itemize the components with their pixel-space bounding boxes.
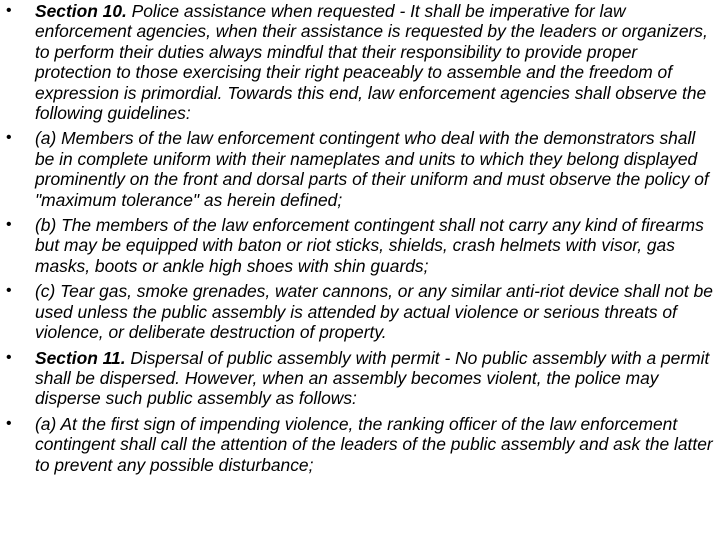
item-text: (a) Members of the law enforcement contingent who deal with the demonstrators shall be in complete uniform with their nameplates and units to which they belong displayed prominently on the front and dorsal parts of their uniform and must observe the policy of "maximum tolerance" as herein defined; (35, 128, 709, 210)
section-heading: Section 10. (35, 1, 127, 21)
list-item (6, 281, 714, 342)
bullet-marker: • (6, 2, 12, 19)
item-text: Dispersal of public assembly with permit - No public assembly with a permit shall be dispersed. However, when an assembly becomes violent, the police may disperse such public assembly as follows: (35, 347, 710, 409)
item-text: (c) Tear gas, smoke grenades, water cannons, or any similar anti-riot device shall not be used unless the public assembly is attended by actual violence or serious threats of violence, or deliberate destruction of property. (35, 281, 713, 343)
list-item (6, 414, 714, 475)
list-item (6, 1, 714, 123)
bullet-marker: • (6, 216, 12, 234)
bullet-marker: • (6, 414, 12, 432)
bullet-marker: • (6, 282, 12, 300)
bullet-marker: • (6, 348, 12, 366)
list-item (6, 348, 714, 409)
list-item (6, 215, 714, 276)
section-heading: Section 11. (35, 347, 126, 368)
item-text: Police assistance when requested - It shall be imperative for law enforcement agencies, when their assistance is requested by the leaders or organizers, to perform their duties always mindful that their responsibility to provide proper protection to those exercising their right peaceably to assemble and the freedom of expression is primordial. Towards this end, law enforcement agencies shall observe the following guidelines: (35, 1, 708, 124)
bullet-list (6, 1, 714, 480)
bullet-marker: • (6, 129, 12, 147)
item-text: (a) At the first sign of impending violence, the ranking officer of the law enforcement contingent shall call the attention of the leaders of the public assembly and ask the latter to prevent any possible disturbance; (35, 413, 713, 475)
list-item (6, 128, 714, 210)
item-text: (b) The members of the law enforcement contingent shall not carry any kind of firearms but may be equipped with baton or riot sticks, shields, crash helmets with visor, gas masks, boots or ankle high shoes with shin guards; (35, 215, 704, 276)
